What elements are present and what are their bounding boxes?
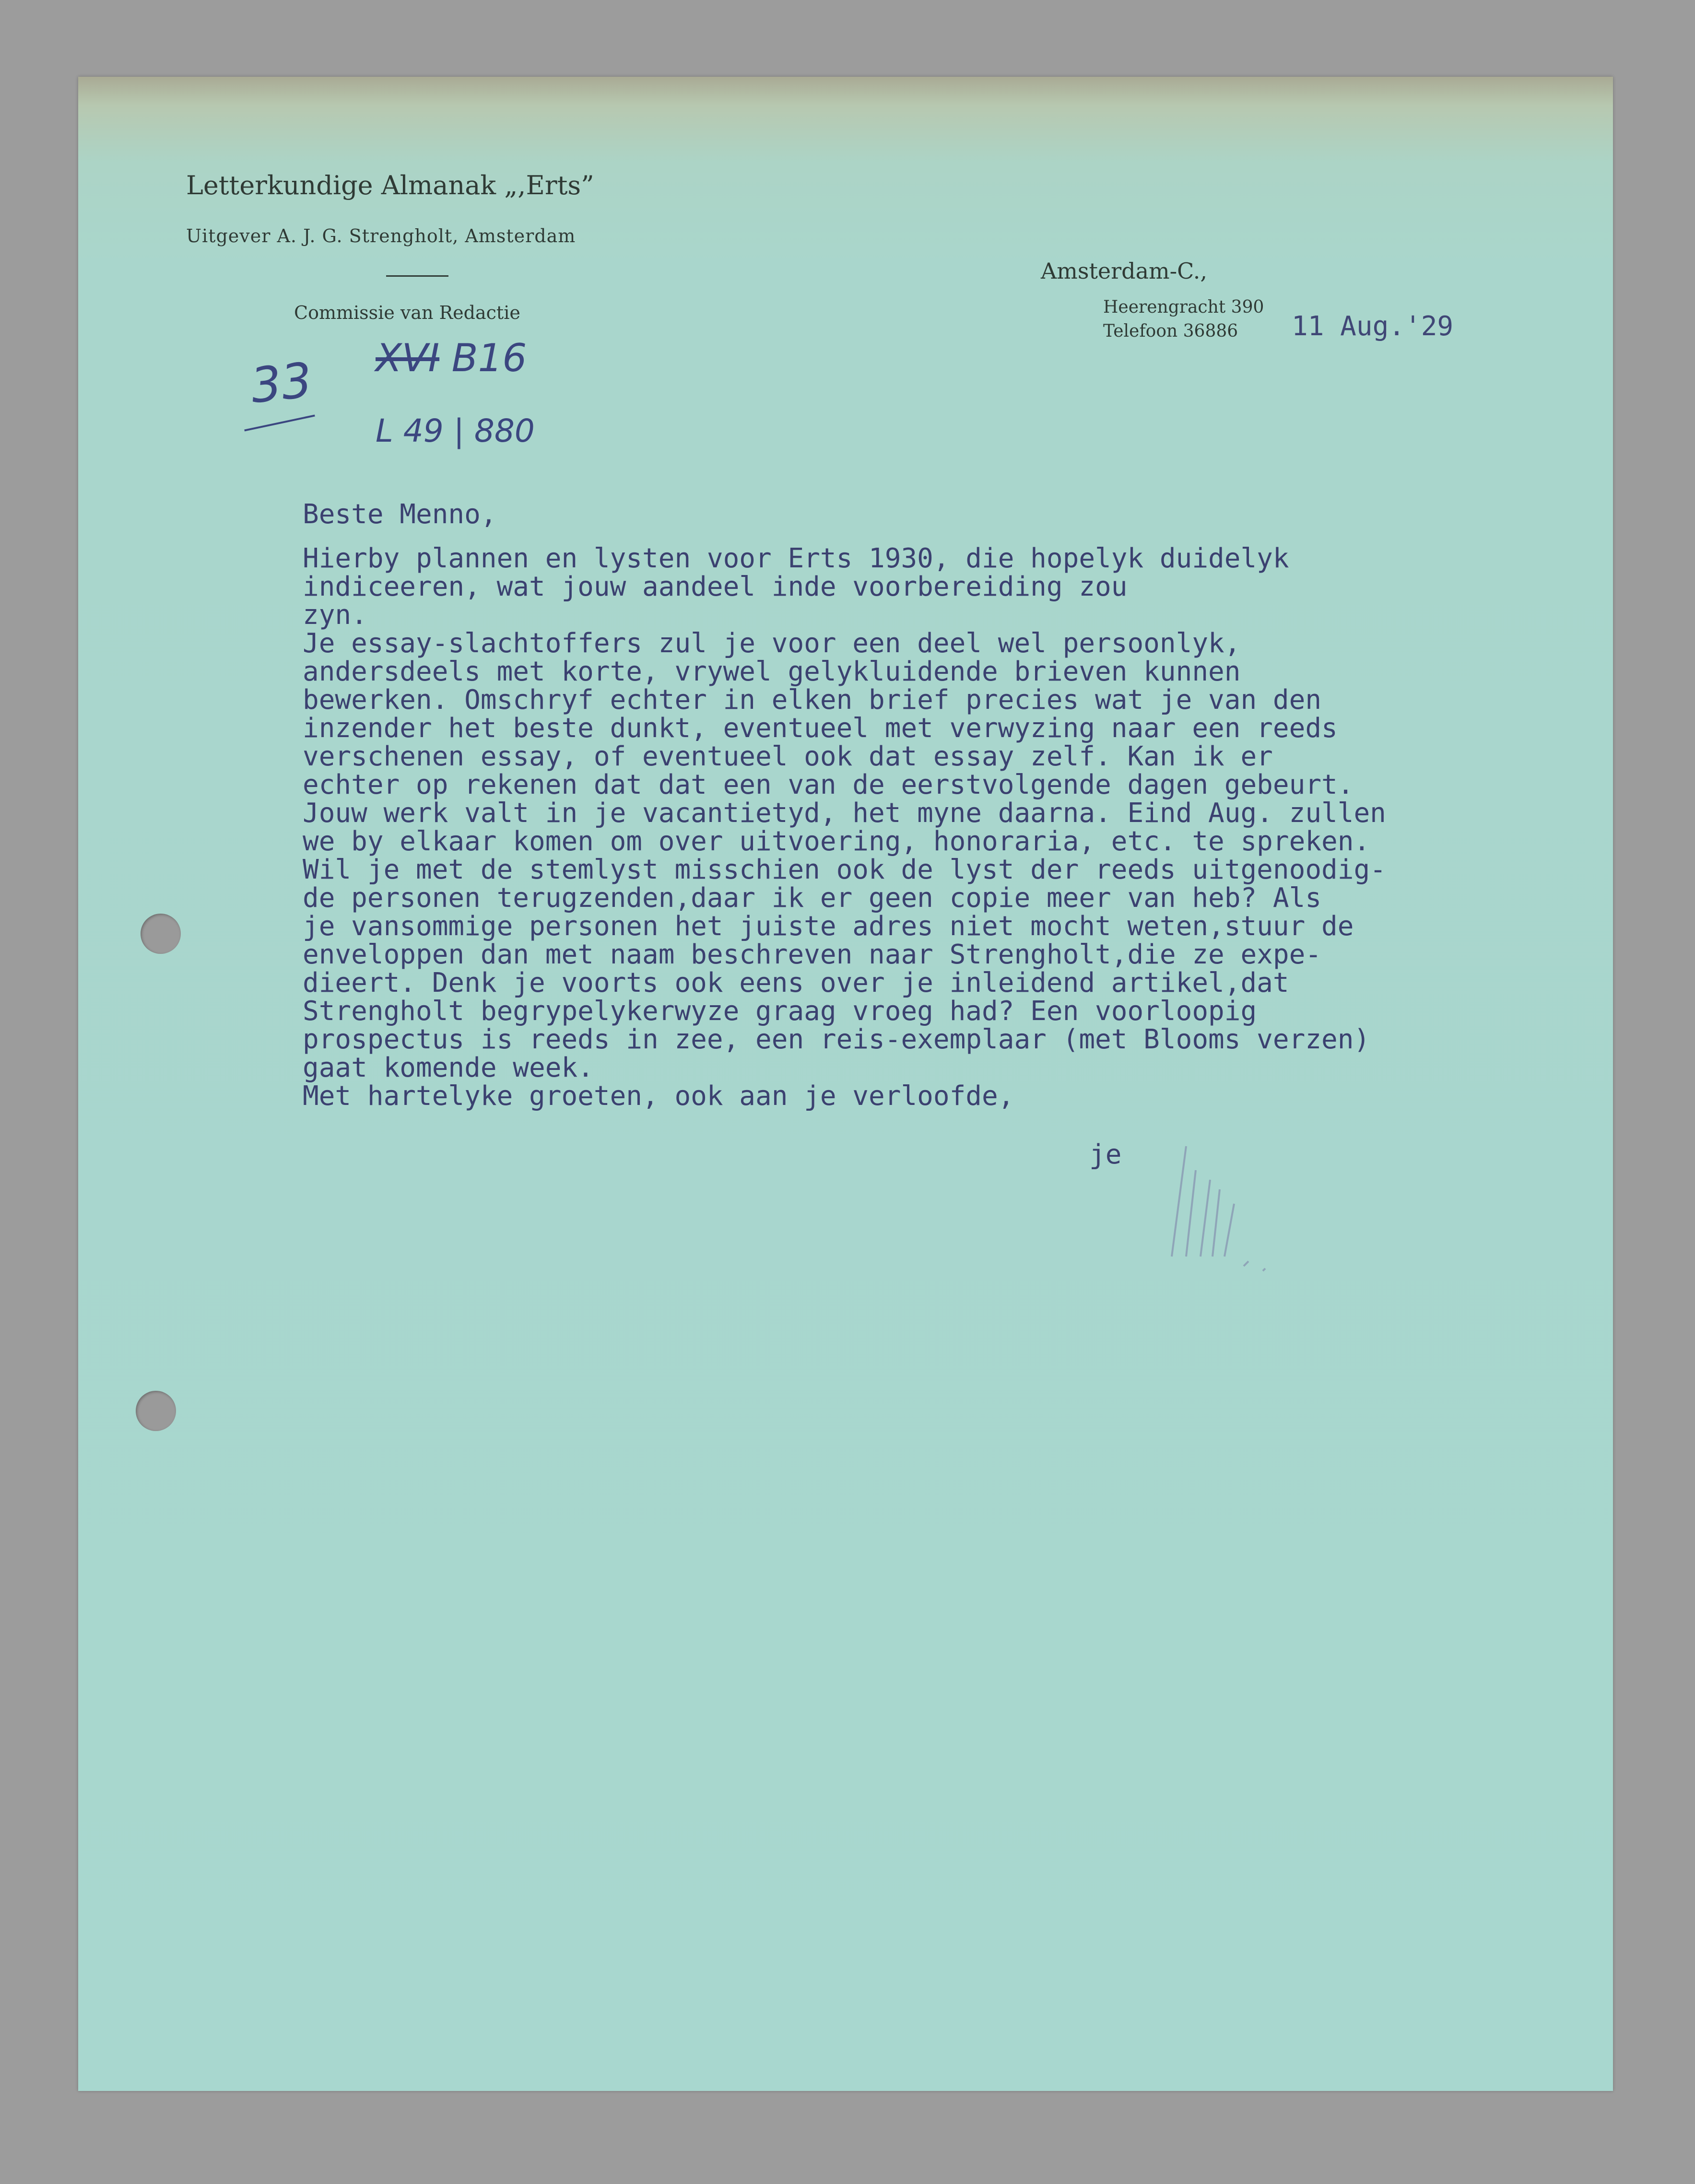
signature-mark [1167,1141,1282,1285]
letter-line: de personen terugzenden,daar ik er geen copie meer van heb? Als [303,882,1322,914]
letter-date: 11 Aug.'29 [1292,311,1454,342]
letter-line: verschenen essay, of eventueel ook dat essay zelf. Kan ik er [303,741,1273,772]
punch-hole-top [141,914,181,954]
letter-closing: je [1089,1139,1122,1170]
punch-hole-bottom [136,1391,176,1431]
letter-line: Strengholt begrypelykerwyze graag vroeg had? Een voorloopig [303,996,1257,1027]
letter-line: Met hartelyke groeten, ook aan je verloofde, [303,1080,1014,1112]
letter-line: Jouw werk valt in je vacantietyd, het myne daarna. Eind Aug. zullen [303,798,1386,829]
letter-line: enveloppen dan met naam beschreven naar Strengholt,die ze expe- [303,939,1322,970]
letterhead-city: Amsterdam-C., [1041,258,1207,284]
letter-line: echter op rekenen dat dat een van de eerstvolgende dagen gebeurt. [303,769,1354,800]
archive-code-value: B16 [451,336,527,380]
letter-sheet [78,77,1613,2091]
letter-line: Wil je met de stemlyst misschien ook de lyst der reeds uitgenoodig- [303,854,1386,885]
letter-line: prospectus is reeds in zee, een reis-exemplaar (met Blooms verzen) [303,1024,1370,1055]
letter-line: inzender het beste dunkt, eventueel met verwyzing naar een reeds [303,713,1338,744]
letter-salutation: Beste Menno, [303,499,497,530]
letterhead-rule [386,275,448,277]
archive-reference: L 49 | 880 [376,412,535,449]
letter-line: indiceeren, wat jouw aandeel inde voorbereiding zou [303,571,1128,602]
letterhead-publisher: Uitgever A. J. G. Strengholt, Amsterdam [186,225,576,247]
letter-line: zyn. [303,599,367,631]
letter-line: andersdeels met korte, vrywel gelykluidende brieven kunnen [303,656,1241,687]
letter-line: Je essay-slachtoffers zul je voor een deel wel persoonlyk, [303,628,1241,659]
letterhead-title: Letterkundige Almanak „,Erts” [186,170,594,200]
letterhead-street: Heerengracht 390 [1103,297,1264,317]
letter-line: Hierby plannen en lysten voor Erts 1930, die hopelyk duidelyk [303,543,1289,574]
letter-body [303,544,1386,1110]
archive-code-struck: XVI [376,336,440,380]
archive-number: 33 [248,352,315,414]
letterhead-committee: Commissie van Redactie [294,302,520,323]
archive-number-underline [244,414,315,431]
letterhead-phone: Telefoon 36886 [1103,321,1238,341]
letter-line: bewerken. Omschryf echter in elken brief precies wat je van den [303,684,1322,716]
letter-line: je vansommige personen het juiste adres niet mocht weten,stuur de [303,911,1354,942]
letter-line: we by elkaar komen om over uitvoering, honoraria, etc. te spreken. [303,826,1370,857]
archive-code [376,336,527,380]
letter-line: gaat komende week. [303,1052,594,1083]
letter-line: dieert. Denk je voorts ook eens over je inleidend artikel,dat [303,967,1289,998]
